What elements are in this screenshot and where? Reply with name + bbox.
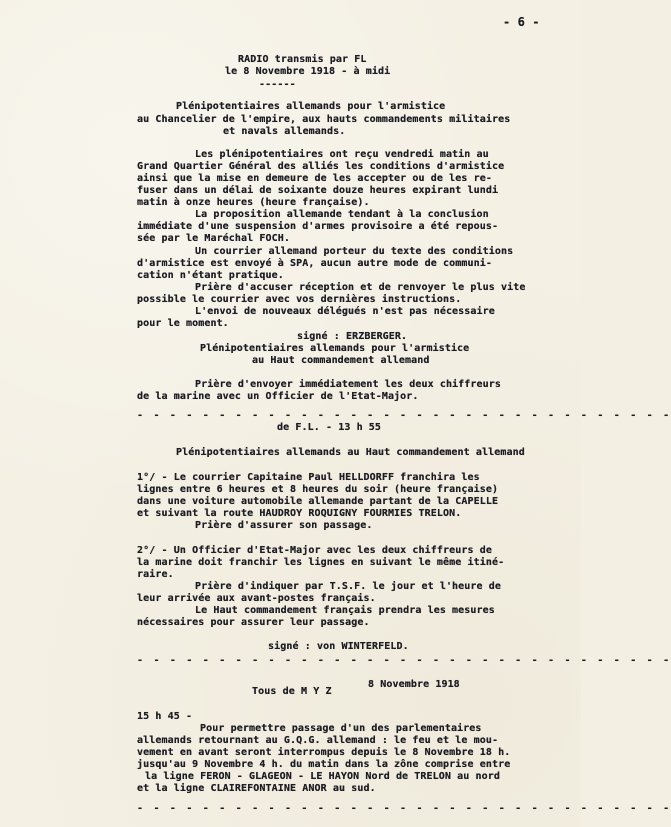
header-line-1: RADIO transmis par FL xyxy=(238,54,367,65)
message3-body-line-2: allemands retournant au G.Q.G. allemand : le feu et le mou- xyxy=(137,735,499,746)
message1-title-line-1: Plénipotentiaires allemands pour l'armistice xyxy=(176,101,446,112)
message2-point2-line-2: la marine doit franchir les lignes en suivant le même itiné- xyxy=(137,557,505,568)
message2-point2-line-6: Le Haut commandement français prendra les mesures xyxy=(195,605,495,616)
message1-sig-line-2: au Haut commandement allemand xyxy=(252,355,430,366)
message1-body-line-10: d'armistice est envoyé à SPA, aucun autre mode de communi- xyxy=(137,258,492,269)
message2-point1-line-3: dans une voiture automobile allemande partant de la CAPELLE xyxy=(137,496,499,507)
separator-1: - - - - - - - - - - - - - - - - - - - - - - - - - - - - - - - - - xyxy=(137,410,671,421)
message1-body-line-13: possible le courrier avec vos dernières instructions. xyxy=(137,294,462,305)
message3-body-line-3: vement en avant seront interrompus depuis le 8 Novembre 18 h. xyxy=(137,747,511,758)
separator-3: - - - - - - - - - - - - - - - - - - - - - - - - - - - - - - - - - xyxy=(137,803,671,814)
message2-point1-line-2: lignes entre 6 heures et 8 heures du soir (heure française) xyxy=(137,484,499,495)
message2-point2-line-7: nécessaires pour assurer leur passage. xyxy=(137,617,370,628)
message1-body-line-12: Prière d'accuser réception et de renvoyer le plus vite xyxy=(195,282,526,293)
message1-body-line-5: matin à onze heures (heure française). xyxy=(137,197,370,208)
message2-point1-line-5: Prière d'assurer son passage. xyxy=(195,520,373,531)
message1-body-line-15: pour le moment. xyxy=(137,318,229,329)
header-line-2: le 8 Novembre 1918 - à midi xyxy=(225,66,391,77)
message2-signature: signé : von WINTERFELD. xyxy=(268,641,409,652)
message2-point2-line-3: raire. xyxy=(137,569,174,580)
message3-time: 15 h 45 - xyxy=(137,711,193,722)
message2-point1-line-1: 1°/ - Le courrier Capitaine Paul HELLDORFF franchira les xyxy=(137,472,480,483)
message1-postscript-line-1: Prière d'envoyer immédiatement les deux chiffreurs xyxy=(195,379,502,390)
message1-title-line-3: et navals allemands. xyxy=(223,126,346,137)
message1-title-line-2: au Chancelier de l'empire, aux hauts commandements militaires xyxy=(137,114,511,125)
message1-sig-line-1: Plénipotentiaires allemands pour l'armistice xyxy=(200,343,470,354)
message1-body-line-6: La proposition allemande tendant à la conclusion xyxy=(195,209,489,220)
message2-point2-line-4: Prière d'indiquer par T.S.F. le jour et l'heure de xyxy=(195,581,502,592)
message3-recipients: Tous de M Y Z xyxy=(252,686,332,697)
message1-body-line-11: cation n'étant pratique. xyxy=(137,270,284,281)
message2-point2-line-1: 2°/ - Un Officier d'Etat-Major avec les deux chiffreurs de xyxy=(137,545,492,556)
message2-title: Plénipotentiaires allemands au Haut commandement allemand xyxy=(176,447,525,458)
message3-date: 8 Novembre 1918 xyxy=(368,679,460,690)
message1-postscript-line-2: de la marine avec un Officier de l'Etat-Major. xyxy=(137,391,419,402)
message1-body-line-1: Les plénipotentiaires ont reçu vendredi matin au xyxy=(195,149,489,160)
header-rule: ------ xyxy=(259,79,296,90)
separator-2: - - - - - - - - - - - - - - - - - - - - - - - - - - - - - - - - - xyxy=(137,655,671,666)
message3-body-line-6: et la ligne CLAIREFONTAINE ANOR au sud. xyxy=(137,783,376,794)
message2-header: de F.L. - 13 h 55 xyxy=(277,422,382,433)
message1-body-line-7: immédiate d'une suspension d'armes provisoire a été repous- xyxy=(137,221,499,232)
message1-body-line-2: Grand Quartier Général des alliés les conditions d'armistice xyxy=(137,161,505,172)
message1-body-line-8: sée par le Maréchal FOCH. xyxy=(137,233,291,244)
message1-body-line-4: fuser dans un délai de soixante douze heures expirant lundi xyxy=(137,185,499,196)
message2-point2-line-5: leur arrivée aux avant-postes français. xyxy=(137,593,376,604)
message3-body-line-5: la ligne FERON - GLAGEON - LE HAYON Nord de TRELON au nord xyxy=(145,771,500,782)
page-number: - 6 - xyxy=(503,15,540,29)
message1-signature: signé : ERZBERGER. xyxy=(297,331,408,342)
message1-body-line-9: Un courrier allemand porteur du texte des conditions xyxy=(195,246,514,257)
message2-point1-line-4: et suivant la route HAUDROY ROQUIGNY FOURMIES TRELON. xyxy=(137,508,462,519)
message1-body-line-14: L'envoi de nouveaux délégués n'est pas nécessaire xyxy=(195,306,495,317)
message3-body-line-1: Pour permettre passage d'un des parlementaires xyxy=(200,723,482,734)
message1-body-line-3: ainsi que la mise en demeure de les accepter ou de les re- xyxy=(137,173,492,184)
message3-body-line-4: jusqu'au 9 Novembre 4 h. du matin dans la zône comprise entre xyxy=(137,759,511,770)
